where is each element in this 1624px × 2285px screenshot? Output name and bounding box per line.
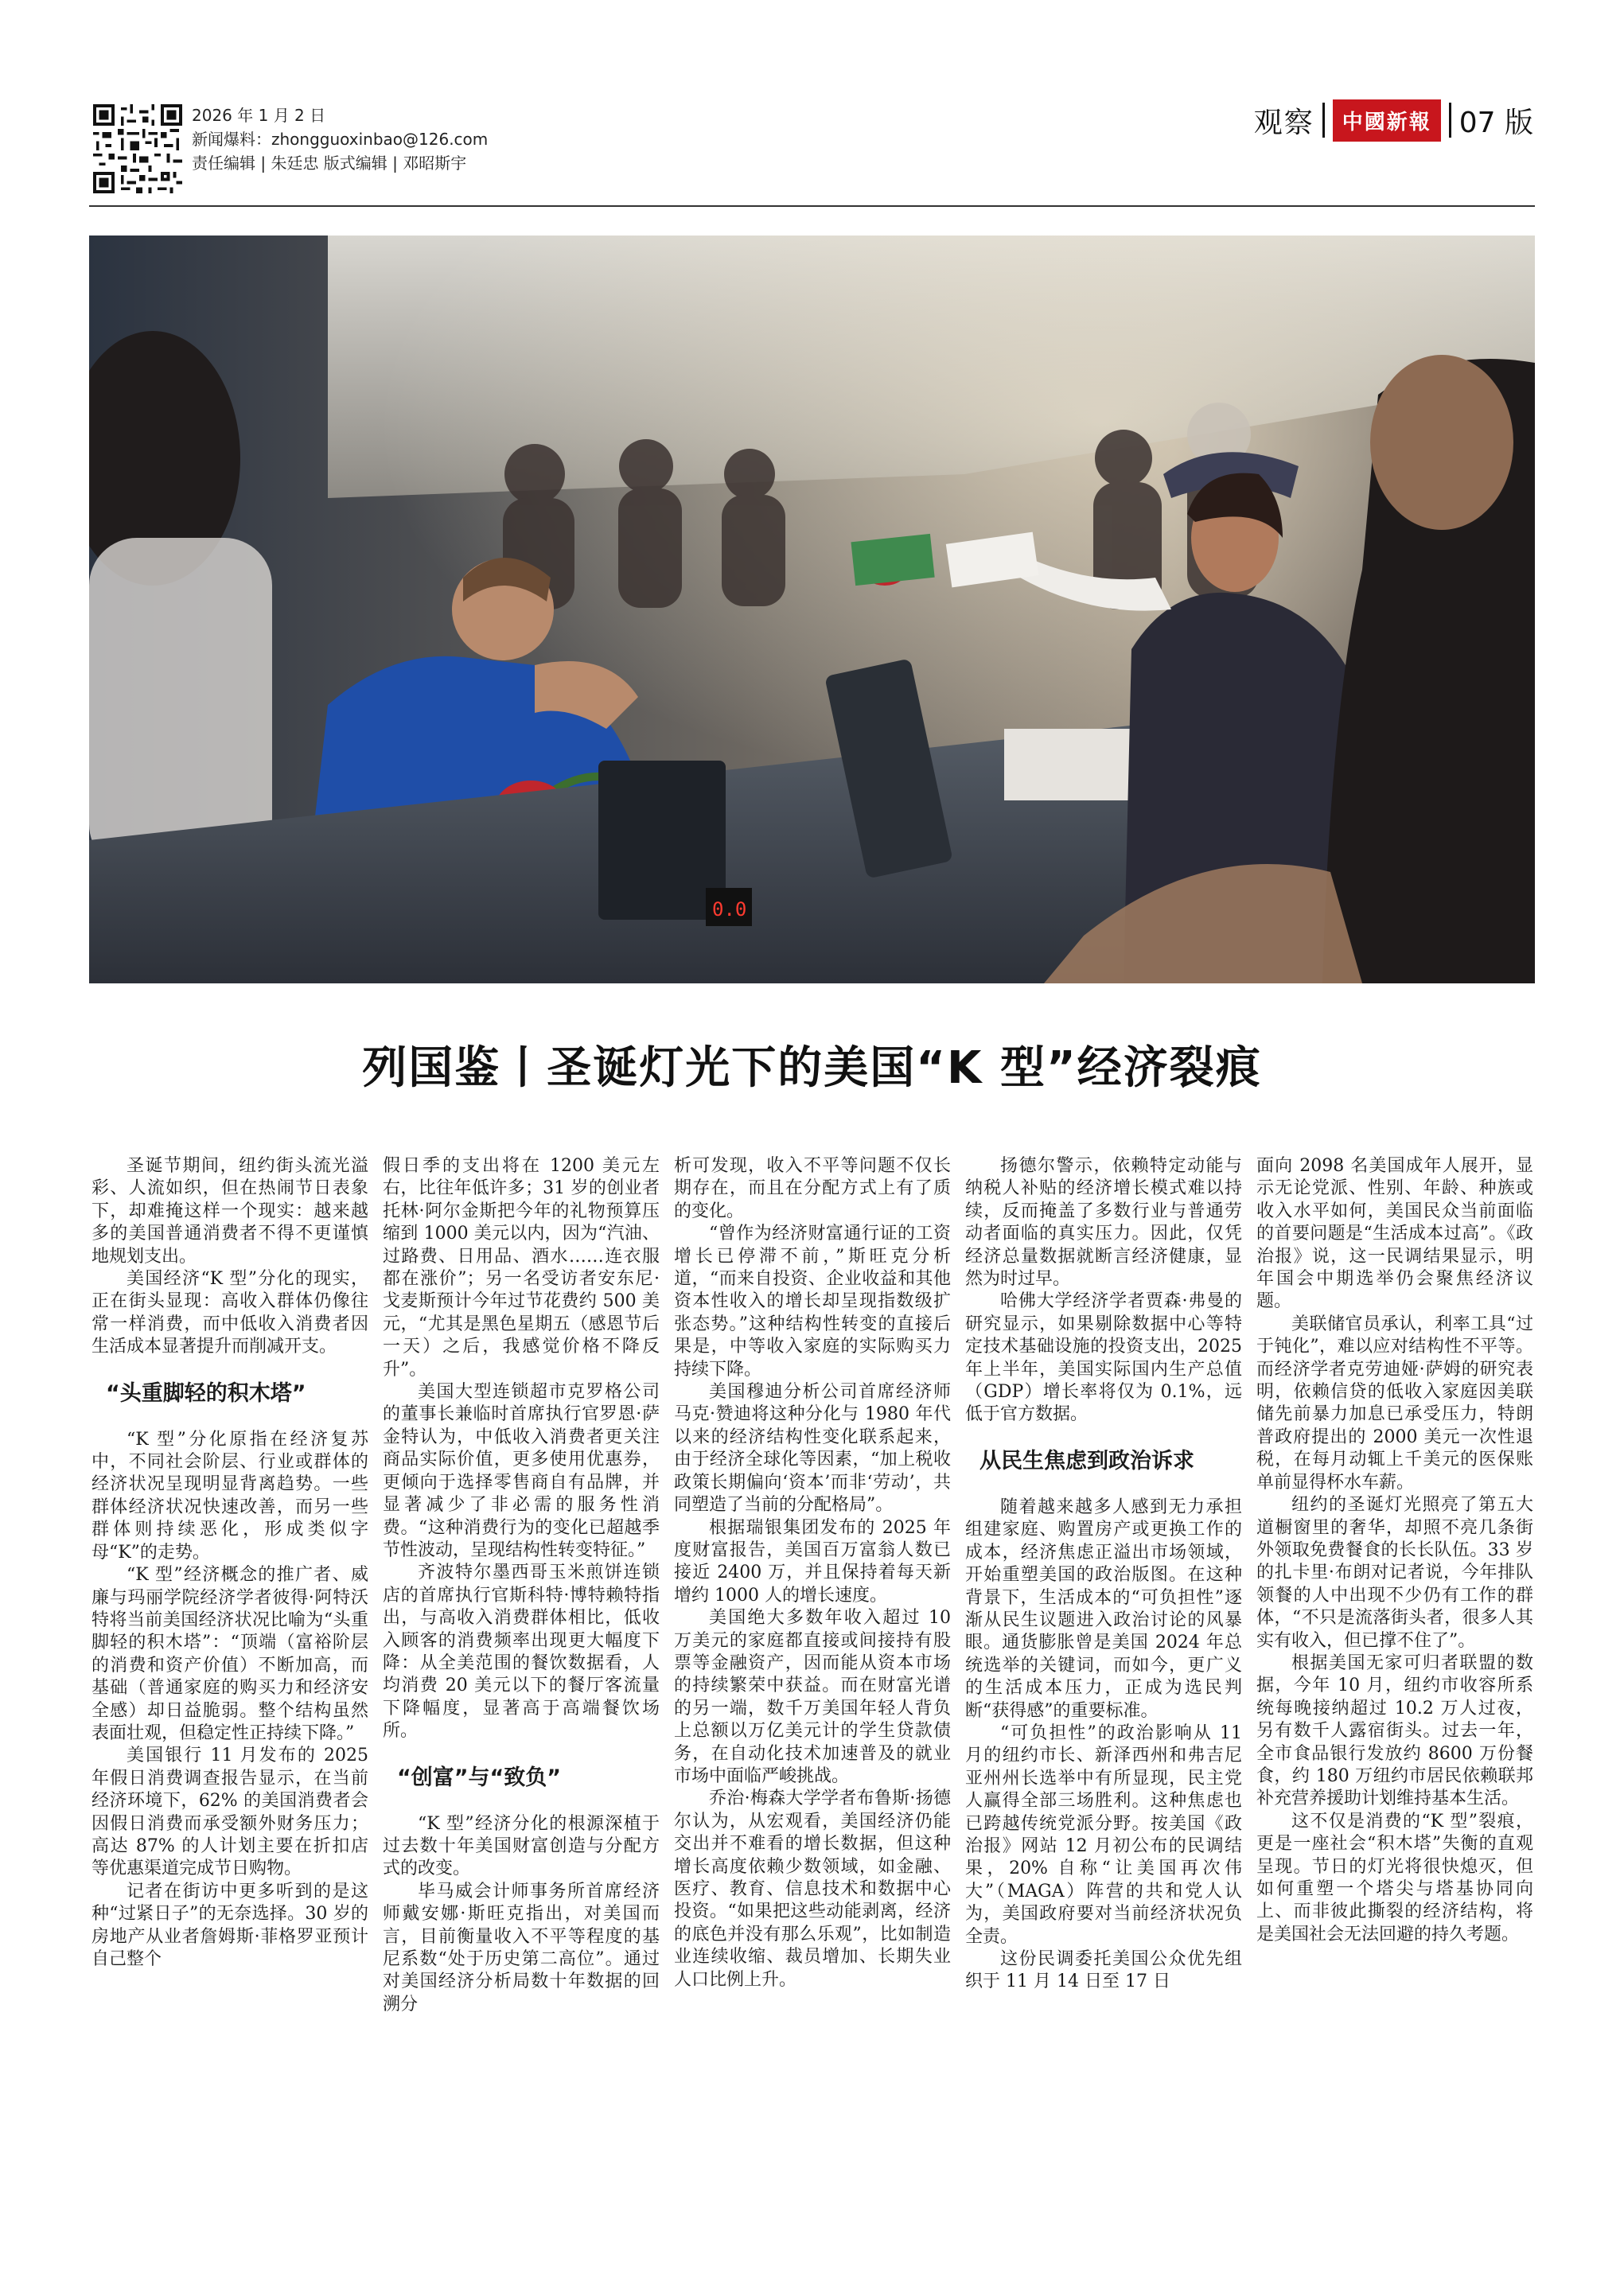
- paragraph: “K 型”经济分化的根源深植于过去数十年美国财富创造与分配方式的改变。: [383, 1813, 660, 1879]
- paragraph: 这不仅是消费的“K 型”裂痕，更是一座社会“积木塔”失衡的直观呈现。节日的灯光将很快熄灭，但如何重塑一个塔尖与塔基协同向上、而非彼此撕裂的经济结构，将是美国社会无法回避的持久考题。: [1256, 1811, 1533, 1944]
- article-headline: 列国鉴丨圣诞灯光下的美国“K 型”经济裂痕: [362, 1042, 1262, 1094]
- editors-line: 责任编辑 | 朱廷忠 版式编辑 | 邓昭斯宇: [192, 154, 467, 173]
- paragraph: 纽约的圣诞灯光照亮了第五大道橱窗里的奢华，却照不亮几条街外领取免费餐食的长长队伍。33 岁的扎卡里·布朗对记者说，今年排队领餐的人中出现不少仍有工作的群体，“不只是流落街头者，很多人其实有收入，但已撑不住了”。: [1256, 1495, 1533, 1651]
- paragraph: 析可发现，收入不平等问题不仅长期存在，而且在分配方式上有了质的变化。: [674, 1156, 951, 1221]
- paragraph: 美国穆迪分析公司首席经济师马克·赞迪将这种分化与 1980 年代以来的经济结构性变化联系起来，由于经济全球化等因素，“加上税收政策长期偏向‘资本’而非‘劳动’，共同塑造了当前的分配格局”。: [674, 1382, 951, 1516]
- section-header: [1254, 97, 1533, 143]
- column-4: [965, 1155, 1242, 1994]
- column-1: [92, 1155, 368, 1971]
- subheading: “头重脚轻的积木塔”: [106, 1380, 306, 1406]
- paragraph: 毕马威会计师事务所首席经济师戴安娜·斯旺克指出，对美国而言，目前衡量收入不平等程度的基尼系数“处于历史第二高位”。通过对美国经济分析局数十年数据的回溯分: [383, 1881, 660, 2014]
- paragraph: 假日季的支出将在 1200 美元左右，比往年低许多；31 岁的创业者托林·阿尔金斯把今年的礼物预算压缩到 1000 美元以内，因为“汽油、过路费、日用品、酒水……连衣服都在涨价”；另一名受访者安东尼·戈麦斯预计今年过节花费约 500 美元，“尤其是黑色星期五（感恩节后一天）之后，我感觉价格不降反升”。: [383, 1156, 660, 1380]
- counter-display-text: 0.0: [712, 898, 747, 921]
- paragraph: 乔治·梅森大学学者布鲁斯·扬德尔认为，从宏观看，美国经济仍能交出并不难看的增长数据，但这种增长高度依赖少数领域，如金融、医疗、教育、信息技术和数据中心投资。“如果把这些动能剥离，经济的底色并没有那么乐观”，比如制造业连续收缩、裁员增加、长期失业人口比例上升。: [674, 1789, 951, 1990]
- lead-photo: [89, 236, 1535, 983]
- column-5: [1256, 1155, 1533, 1946]
- issue-date: 2026 年 1 月 2 日: [192, 106, 326, 125]
- article-body: [92, 1155, 1533, 2213]
- qr-code: [93, 104, 182, 193]
- header-rule: [89, 205, 1535, 207]
- paragraph: 随着越来越多人感到无力承担组建家庭、购置房产或更换工作的成本，经济焦虑正溢出市场领域，开始重塑美国的政治版图。在这种背景下，生活成本的“可负担性”逐渐从民生议题进入政治讨论的风暴眼。通货膨胀曾是美国 2024 年总统选举的关键词，而如今，更广义的生活成本压力，正成为选民判断“获得感”的重要标准。: [965, 1497, 1242, 1721]
- paragraph: 美国银行 11 月发布的 2025 年假日消费调查报告显示，在当前经济环境下，62% 的美国消费者会因假日消费而承受额外财务压力；高达 87% 的人计划主要在折扣店等优惠渠道完成节日购物。: [92, 1746, 368, 1879]
- column-2: [383, 1155, 660, 2016]
- edition-number: 07 版: [1458, 106, 1533, 139]
- paper-logo: 中國新報: [1333, 99, 1441, 142]
- paragraph: 面向 2098 名美国成年人展开，显示无论党派、性别、年龄、种族或收入水平如何，美国民众当前面临的首要问题是“生活成本过高”。《政治报》说，这一民调结果显示，明年国会中期选举仍会聚焦经济议题。: [1256, 1156, 1533, 1312]
- tip-line: 新闻爆料：zhongguoxinbao@126.com: [192, 130, 489, 149]
- paragraph: 美国经济“K 型”分化的现实，正在街头显现：高收入群体仍像往常一样消费，而中低收入消费者因生活成本显著提升而削减开支。: [92, 1269, 368, 1357]
- paragraph: 美国绝大多数年收入超过 10 万美元的家庭都直接或间接持有股票等金融资产，因而能从资本市场的持续繁荣中获益。而在财富光谱的另一端，数千万美国年轻人背负上总额以万亿美元计的学生贷款债务，在自动化技术加速普及的就业市场中面临严峻挑战。: [674, 1608, 951, 1786]
- paragraph: 扬德尔警示，依赖特定动能与纳税人补贴的经济增长模式难以持续，反而掩盖了多数行业与普通劳动者面临的真实压力。因此，仅凭经济总量数据就断言经济健康，显然为时过早。: [965, 1156, 1242, 1290]
- paragraph: “可负担性”的政治影响从 11 月的纽约市长、新泽西州和弗吉尼亚州州长选举中有所显现，民主党人赢得全部三场胜利。这种焦虑也已跨越传统党派分野。按美国《政治报》网站 12 月初公布的民调结果，20% 自称“让美国再次伟大”（MAGA）阵营的共和党人认为，美国政府要对当前经济状况负全责。: [965, 1723, 1242, 1947]
- paragraph: “K 型”经济概念的推广者、威廉与玛丽学院经济学者彼得·阿特沃特将当前美国经济状况比喻为“头重脚轻的积木塔”：“顶端（富裕阶层的消费和资产价值）不断加高，而基础（普通家庭的购买力和经济安全感）却日益脆弱。整个结构虽然表面壮观，但稳定性正持续下降。”: [92, 1565, 368, 1743]
- paragraph: 美联储官员承认，利率工具“过于钝化”，难以应对结构性不平等。而经济学者克劳迪娅·萨姆的研究表明，依赖信贷的低收入家庭因美联储先前暴力加息已承受压力，特朗普政府提出的 2000 美元一次性退税，在每月动辄上千美元的医保账单前显得杯水车薪。: [1256, 1314, 1533, 1493]
- paragraph: 美国大型连锁超市克罗格公司的董事长兼临时首席执行官罗恩·萨金特认为，中低收入消费者更关注商品实际价值，更多使用优惠券，更倾向于选择零售商自有品牌，并显著减少了非必需的服务性消费。“这种消费行为的变化已超越季节性波动，呈现结构性转变特征。”: [383, 1382, 660, 1560]
- column-3: [674, 1155, 951, 1991]
- subheading: “创富”与“致负”: [397, 1765, 561, 1790]
- paragraph: 根据瑞银集团发布的 2025 年度财富报告，美国百万富翁人数已接近 2400 万，并且保持着每天新增约 1000 人的增长速度。: [674, 1517, 951, 1606]
- paragraph: 哈佛大学经济学者贾森·弗曼的研究显示，如果剔除数据中心等特定技术基础设施的投资支出，2025 年上半年，美国实际国内生产总值（GDP）增长率将仅为 0.1%，远低于官方数据。: [965, 1291, 1242, 1425]
- divider: [1449, 103, 1451, 138]
- paragraph: 齐波特尔墨西哥玉米煎饼连锁店的首席执行官斯科特·博特赖特指出，与高收入消费群体相比，低收入顾客的消费频率出现更大幅度下降：从全美范围的餐饮数据看，人均消费 20 美元以下的餐厅客流量下降幅度，显著高于高端餐饮场所。: [383, 1563, 660, 1742]
- paragraph: 记者在街访中更多听到的是这种“过紧日子”的无奈选择。30 岁的房地产从业者詹姆斯·菲格罗亚预计自己整个: [92, 1881, 368, 1969]
- section-name: 观察: [1253, 106, 1314, 139]
- paragraph: 根据美国无家可归者联盟的数据，今年 10 月，纽约市收容所系统每晚接纳超过 10.2 万人过夜，另有数千人露宿街头。过去一年，全市食品银行发放约 8600 万份餐食，约 180 万纽约市居民依赖联邦补充营养援助计划维持基本生活。: [1256, 1652, 1533, 1809]
- paragraph: “曾作为经济财富通行证的工资增长已停滞不前，”斯旺克分析道，“而来自投资、企业收益和其他资本性收入的增长却呈现指数级扩张态势。”这种结构性转变的直接后果是，中等收入家庭的实际购买力持续下降。: [674, 1224, 951, 1380]
- paragraph: 圣诞节期间，纽约街头流光溢彩、人流如织，但在热闹节日表象下，却难掩这样一个现实：越来越多的美国普通消费者不得不更谨慎地规划支出。: [92, 1156, 368, 1267]
- paragraph: “K 型”分化原指在经济复苏中，不同社会阶层、行业或群体的经济状况呈现明显背离趋势。一些群体经济状况快速改善，而另一些群体则持续恶化，形成类似字母“K”的走势。: [92, 1429, 368, 1563]
- paragraph: 这份民调委托美国公众优先组织于 11 月 14 日至 17 日: [965, 1949, 1242, 1992]
- subheading: 从民生焦虑到政治诉求: [979, 1448, 1194, 1473]
- masthead-meta: [192, 103, 488, 175]
- divider: [1322, 103, 1325, 138]
